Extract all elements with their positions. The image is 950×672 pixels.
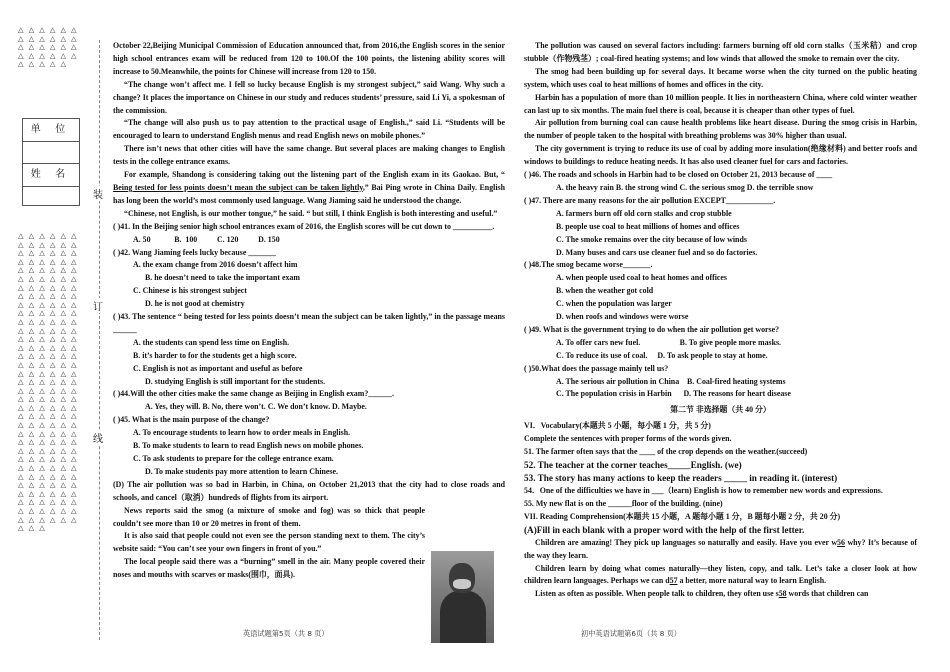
q47-option-a: A. farmers burn off old corn stalks and crop stubble [556,208,732,218]
cut-char-xian: 线 [93,430,103,445]
sentence-54: 54．One of the difficulties we have in ___（learn) English is how to remember new words and expressions. [524,486,883,495]
binding-gutter [18,26,88,69]
q43-option-d: D. studying English is still important for the students. [145,376,326,386]
name-label: 姓 名 [23,163,79,186]
passage-d-paragraph: The city government is trying to reduce its use of coal by adding more insulation(绝缘材料) and better roofs and windows to buildings to reduce heating needs. It has also used cleaner fuel for cars and factories. [524,144,917,167]
cut-char-zhuang: 装 [93,186,103,201]
section-2-heading: 第二节 非选择题（共 40 分） [670,405,771,415]
q45-option-a: A. To encourage students to learn how to order meals in English. [133,428,351,438]
smog-photo [431,551,494,643]
q43-option-a: A. the students can spend less time on English. [133,337,290,347]
passage-d-paragraph: The smog had been building up for several days. It became worse when the city turned on the public heating system, which uses coal to heat millions of homes and offices in the city. [524,66,917,89]
q48-option-d: D. when roofs and windows were worse [556,312,689,322]
q43-option-b: B. it’s harder to for the students get a high score. [133,350,297,360]
question-47: ( )47. There are many reasons for the air pollution EXCEPT____________. [524,195,776,205]
blank-56[interactable]: 56 [837,537,845,547]
page-footer-right: 初中英语试题第6页（共 8 页） [581,629,681,638]
question-43: ( )43. The sentence “ being tested for less points doesn’t mean the subject can be taken lightly,” in the passage means ______ [113,312,505,334]
q45-option-c: C. To ask students to prepare for the college entrance exam. [133,454,334,463]
cut-char-ding: 订 [93,298,103,313]
q49-options-cd: C. To reduce its use of coal. D. To ask people to stay at home. [556,350,768,360]
q43-option-c: C. English is not as important and useful as before [133,363,303,373]
question-49: ( )49. What is the government trying to do when the air pollution get worse? [524,324,780,334]
q45-option-b: B. To make students to learn to read English news on mobile phones. [133,441,364,451]
question-42: ( )42. Wang Jiaming feels lucky because _______ [113,247,276,257]
q49-options-ab: A. To offer cars new fuel. B. To give people more masks. [556,337,782,347]
vocabulary-instructions: Complete the sentences with proper forms of the words given. [524,434,732,444]
question-50: ( )50.What does the passage mainly tell us? [524,363,669,373]
part-a-instructions: (A)Fill in each blank with a proper word with the help of the first letter. [524,524,805,535]
unit-field[interactable] [23,141,79,164]
left-column [113,40,505,582]
q48-option-c: C. when the population was larger [556,299,672,309]
passage-d-paragraph: Harbin has a population of more than 10 million people. It lies in northeastern China, where cold winter weather can last up to six months. The main fuel there is coal, because it is cheaper than other types of fuel. [524,92,917,115]
reading-title: VII. Reading Comprehension(本题共 15 小题，A 题每小题 1 分，B 题每小题 2 分，共 20 分) [524,511,841,521]
question-41: ( )41. In the Beijing senior high school entrances exam of 2016, the English scores will be cut down to __________. [113,221,495,231]
q50-options-cd: C. The population crisis in Harbin D. The reasons for heart disease [556,389,791,399]
passage-c-paragraph: “The change will also push us to pay attention to the practical usage of English.,” said Li. “Students will be encouraged to learn to understand English menus and read English news on mobile phones.” [113,118,505,141]
question-48: ( )48.The smog became worse_______. [524,260,653,270]
triangle-marks-top: △ △ △ △ △ △ △ △ △ △ △ △ △ △ △ △ △ △ △ △ △ △ △ △ △ △ △ △ △ [18,25,78,69]
q47-option-d: D. Many buses and cars use cleaner fuel and so do factories. [556,247,758,257]
q48-option-a: A. when people used coal to heat homes and offices [556,273,727,283]
cloze-paragraph: Children are amazing! They pick up languages so naturally and easily. Have you ever w56 why? It’s because of the way they learn. [524,537,917,560]
blank-58[interactable]: 58 [778,589,787,599]
sentence-55: 55. My new flat is on the ______floor of the building. (nine) [524,498,723,508]
question-46: ( )46. The roads and schools in Harbin had to be closed on October 21, 2013 because of ____ [524,170,833,180]
passage-d-paragraph: The local people said there was a “burning” smell in the air. Many people covered their noses and mouths with scarves or masks(围巾，面具). [113,557,425,580]
passage-c-paragraph: “Chinese, not English, is our mother tongue,” he said. “ but still, I think English is both interesting and useful.” [124,208,498,218]
q48-option-b: B. when the weather got cold [556,286,654,296]
cut-line [99,40,100,640]
person-figure [440,591,486,643]
sentence-53: 53. The story has many actions to keep the readers _____ in reading it. (interest) [524,473,838,483]
question-45: ( )45. What is the main purpose of the change? [113,415,270,425]
passage-d-paragraph: It is also said that people could not even see the person standing next to them. The city’s website said: “You can’t see your own fingers in front of you.” [113,531,425,554]
face-mask [453,579,471,589]
cloze-paragraph: Children learn by doing what comes naturally—they listen, copy, and talk. Let’s take a closer look at how children learn languages. Perhaps we can d57 a better, more natural way to learn English. [524,563,917,586]
page-footer-left: 英语试题第5页（共 8 页） [243,629,329,638]
passage-d-intro: (D) The air pollution was so bad in Harbin, in China, on October 21,2013 that the city had to close roads and schools, and cancel（取消）hundreds of flights from its airport. [113,479,505,502]
name-field[interactable] [23,186,79,209]
cloze-paragraph: Listen as often as possible. When people talk to children, they often use s58 words that children can [535,589,869,599]
sentence-52: 52. The teacher at the corner teaches_____English. (we) [524,460,742,470]
passage-d-paragraph: News reports said the smog (a mixture of smoke and fog) was so thick that people couldn’t see more than 10 or 20 metres in front of them. [113,505,425,528]
q42-option-b: B. he doesn’t need to take the important exam [145,273,300,283]
q46-options: A. the heavy rain B. the strong wind C. the serious smog D. the terrible snow [556,182,814,192]
q50-options-ab: A. The serious air pollution in China B. Coal-fired heating systems [556,376,786,386]
q47-option-c: C. The smoke remains over the city because of low winds [556,234,747,244]
vocabulary-title: VI．Vocabulary(本题共 5 小题，每小题 1 分，共 5 分) [524,421,711,431]
triangle-marks-bottom: △ △ △ △ △ △ △ △ △ △ △ △ △ △ △ △ △ △ △ △ △ △ △ △ △ △ △ △ △ △ △ △ △ △ △ △ △ △ △ △ △ △ △ △ △ △ △ △ △ △ △ △ △ △ △ △ △ △ △ △ △ △ △ △ △ △ △ △ △ △ △ △ △ △ △ △ △ △ △ △ △ △ △ △ △ △ △ △ △ △ △ △ △ △ △ △ △ △ △ △ △ △ △ △ △ △ △ △ △ △ △ △ △ △ △ △ △ △ △ △ △ △ △ △ △ △ △ △ △ △ △ △ △ △ △ △ △ △ △ △ △ △ △ △ △ △ △ △ △ △ △ △ △ △ △ △ △ △ △ △ △ △ △ △ △ △ △ △ △ △ △ △ △ △ △ △ △ △ △ △ △ △ △ △ △ △ △ △ △ △ △ △ △ △ △ △ △ △ △ △ △ △ △ △ △ △ △ [18,231,78,533]
q42-option-a: A. the exam change from 2016 doesn’t affect him [133,260,298,270]
q45-option-d: D. To make students pay more attention to learn Chinese. [145,466,338,476]
q41-options: A. 50 B. 100 C. 120 D. 150 [133,234,280,244]
student-info-box [22,118,80,206]
passage-d-paragraph: Air pollution from burning coal can cause health problems like heart disease. During the smog crisis in Harbin, the number of people taken to the hospital with breathing problems was 30% higher than usual. [524,118,917,141]
right-column [524,40,917,601]
passage-c-paragraph: There isn’t news that other cities will have the same change. But several places are making changes to English tests in the college entrance exams. [113,144,505,167]
unit-label: 单 位 [30,124,72,135]
q42-option-d: D. he is not good at chemistry [145,299,245,309]
sentence-51: 51. The farmer often says that the ____ of the crop depends on the weather.(succeed) [524,447,808,457]
question-44: ( )44.Will the other cities make the same change as Beijing in English exam?______. [113,389,394,399]
underlined-sentence: Being tested for less points doesn’t mean the subject can be taken lightly [113,182,363,192]
q42-option-c: C. Chinese is his strongest subject [133,286,247,296]
passage-d-paragraph: The pollution was caused on several factors including: farmers burning off old corn stalks（玉米秸）and crop stubble（作物残茎）; coal-fired heating systems; and low winds that allowed the smoke to remain over the city. [524,41,917,63]
passage-c-paragraph: October 22,Beijing Municipal Commission of Education announced that, from 2016,the English scores in the senior high school entrances exam will be reduced from 120 to 100.Of the 100 points, the listening ability scores will increase to 50.Meanwhile, the points for Chinese will increase from 120 to 150. [113,41,505,76]
q47-option-b: B. people use coal to heat millions of homes and offices [556,221,740,231]
passage-c-paragraph: For example, Shandong is considering taking out the listening part of the English exam in its Gaokao. But, “ Being tested for less points doesn’t mean the subject can be taken lightly,” Bai Ping wrote in China Daily. English has long been the world’s most commonly used language. Wang Jiaming said he understood the change. [113,170,505,205]
blank-57[interactable]: 57 [669,576,678,586]
q44-options: A. Yes, they will. B. No, there won’t. C. We don’t know. D. Maybe. [145,402,367,412]
passage-c-paragraph: “The change won’t affect me. I fell so lucky because English is my strongest subject,” said Wang. Why such a change? It places the importance on Chinese in our study and reduces students’ pressure, said Li Yi, a spokesman of the commission. [113,79,505,115]
